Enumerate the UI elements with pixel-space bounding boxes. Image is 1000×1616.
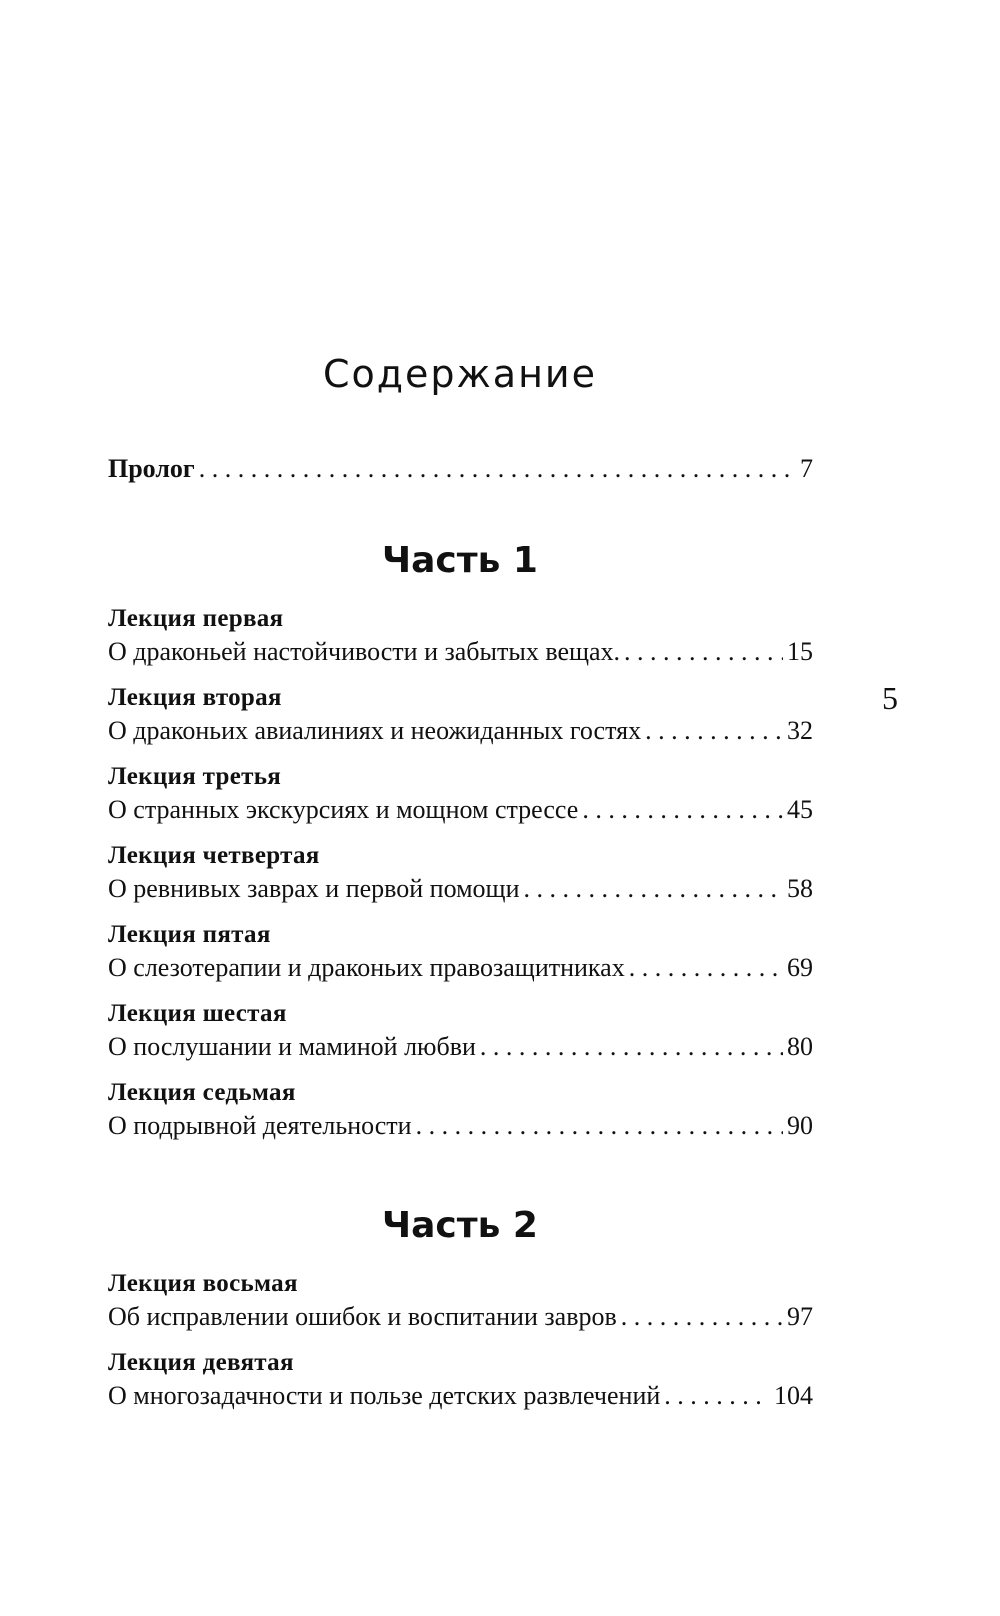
- page-number: 97: [787, 1302, 813, 1331]
- prologue-entry[interactable]: [108, 452, 813, 486]
- dot-leader: [582, 793, 783, 827]
- dot-leader: [416, 1109, 783, 1143]
- dot-leader: [629, 951, 783, 985]
- toc-entry[interactable]: [108, 1347, 813, 1413]
- lecture-title: О ревнивых заврах и первой помощи: [108, 874, 520, 903]
- part-1-list: [108, 603, 813, 1156]
- toc-entry[interactable]: [108, 998, 813, 1064]
- page-number: 69: [787, 953, 813, 982]
- toc-entry[interactable]: [108, 761, 813, 827]
- part-1-title: Часть 1: [382, 540, 538, 581]
- lecture-label: Лекция пятая: [108, 921, 271, 948]
- lecture-title: Об исправлении ошибок и воспитании завров: [108, 1302, 617, 1331]
- page-number: 32: [787, 716, 813, 745]
- dot-leader: [480, 1030, 783, 1064]
- page-title: Содержание: [323, 352, 597, 396]
- lecture-label: Лекция девятая: [108, 1349, 294, 1376]
- toc-entry[interactable]: [108, 840, 813, 906]
- lecture-label: Лекция восьмая: [108, 1270, 298, 1297]
- lecture-label: Лекция седьмая: [108, 1079, 296, 1106]
- page-number: 80: [787, 1032, 813, 1061]
- dot-leader: [523, 872, 783, 906]
- lecture-label: Лекция третья: [108, 763, 282, 790]
- folio-page-number: 5: [882, 680, 898, 716]
- dot-leader: [664, 1379, 770, 1413]
- toc-entry[interactable]: [108, 682, 813, 748]
- lecture-title: О слезотерапии и драконьих правозащитниках: [108, 953, 625, 982]
- dot-leader: [645, 714, 783, 748]
- lecture-title: О странных экскурсиях и мощном стрессе: [108, 795, 579, 824]
- lecture-title: О драконьей настойчивости и забытых вещах.: [108, 637, 621, 666]
- part-2-list: [108, 1268, 813, 1426]
- lecture-label: Лекция четвертая: [108, 842, 320, 869]
- dot-leader: [199, 452, 796, 486]
- prologue-label: Пролог: [108, 454, 195, 483]
- dot-leader: [624, 635, 783, 669]
- lecture-label: Лекция вторая: [108, 684, 282, 711]
- lecture-title: О послушании и маминой любви: [108, 1032, 476, 1061]
- toc-entry[interactable]: [108, 603, 813, 669]
- toc-entry[interactable]: [108, 1268, 813, 1334]
- lecture-title: О подрывной деятельности: [108, 1111, 412, 1140]
- page-number: 104: [774, 1381, 813, 1410]
- lecture-title: О драконьих авиалиниях и неожиданных гостях: [108, 716, 642, 745]
- dot-leader: [621, 1300, 783, 1334]
- part-2-title: Часть 2: [382, 1205, 538, 1246]
- toc-entry[interactable]: [108, 1077, 813, 1143]
- lecture-label: Лекция первая: [108, 605, 284, 632]
- prologue-page-number: 7: [800, 454, 813, 483]
- toc-entry[interactable]: [108, 919, 813, 985]
- page-number: 58: [787, 874, 813, 903]
- page-number: 45: [787, 795, 813, 824]
- page-number: 15: [787, 637, 813, 666]
- lecture-label: Лекция шестая: [108, 1000, 287, 1027]
- lecture-title: О многозадачности и пользе детских развлечений: [108, 1381, 661, 1410]
- page-number: 90: [787, 1111, 813, 1140]
